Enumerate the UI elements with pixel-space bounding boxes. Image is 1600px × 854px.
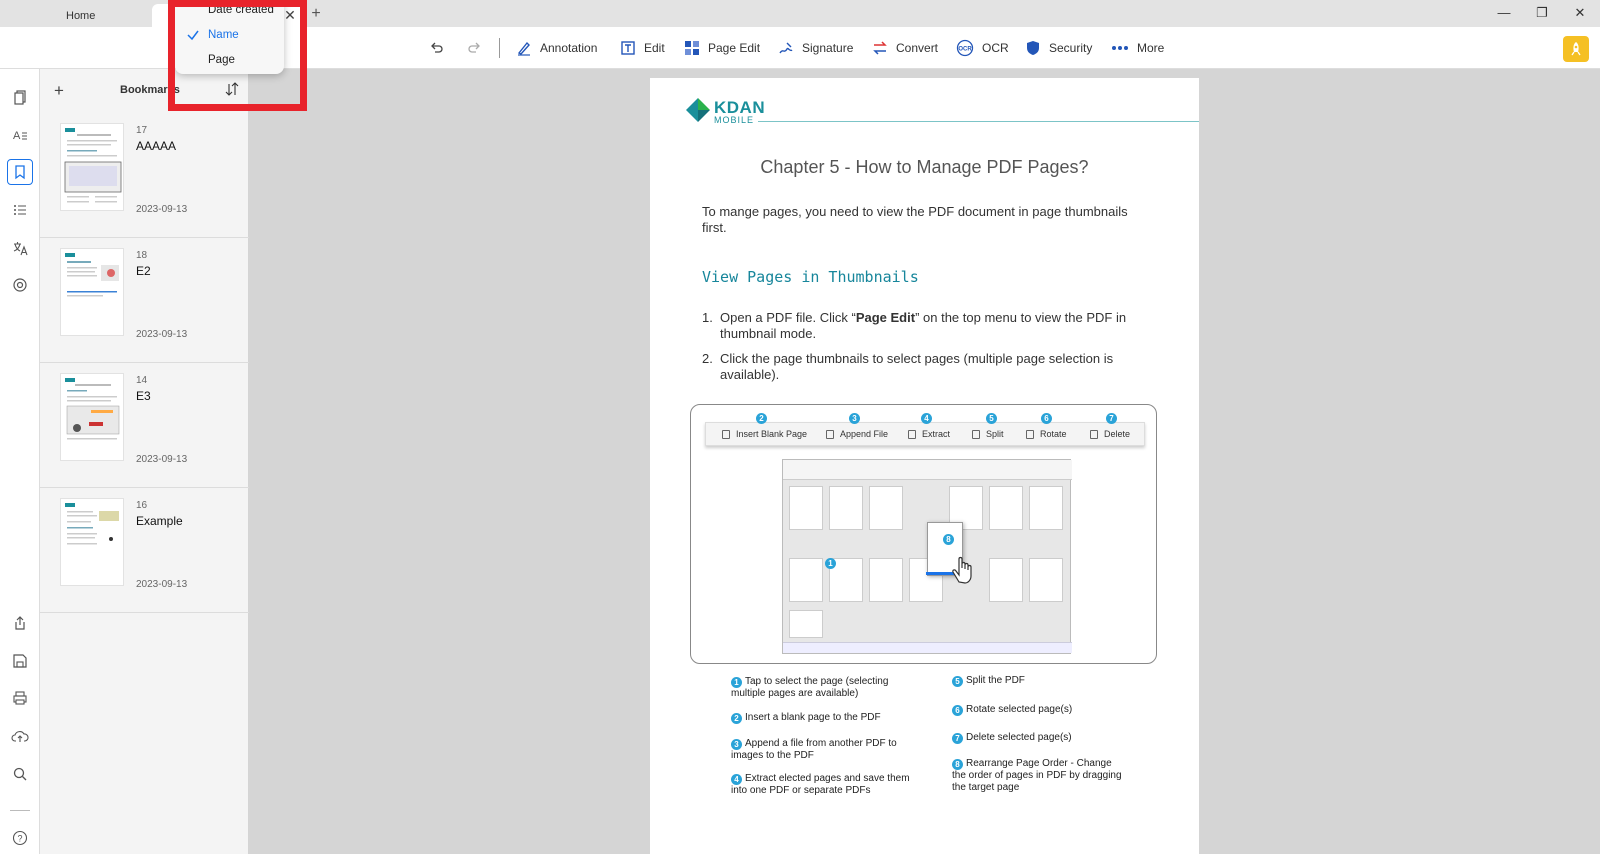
security-shield-icon [1025, 40, 1041, 56]
annotation-pen-icon [516, 40, 532, 56]
more-dots-icon [1111, 40, 1129, 56]
undo-icon [430, 41, 444, 55]
bookmarks-panel-button[interactable] [7, 159, 33, 185]
annotation-button[interactable] [516, 37, 597, 59]
bookmark-page-number: 16 [136, 500, 148, 511]
bookmark-item[interactable] [40, 363, 249, 488]
bookmarks-panel [40, 69, 249, 854]
pages-panel-button[interactable] [7, 84, 33, 110]
signature-icon [778, 40, 794, 56]
bookmark-title: E2 [136, 264, 151, 278]
figure-badge: 5 [986, 413, 997, 424]
share-button[interactable] [7, 610, 33, 636]
figure-badge: 2 [756, 413, 767, 424]
checkmark-icon [186, 28, 200, 42]
step-number: 1. [702, 310, 713, 325]
sort-icon [224, 80, 240, 98]
bookmark-date: 2023-09-13 [136, 329, 188, 340]
logo-main-text: KDAN [714, 98, 766, 117]
figure-badge: 1 [825, 558, 836, 569]
step-number: 2. [702, 351, 713, 366]
figure-badge: 8 [943, 534, 954, 545]
sort-option-page[interactable] [175, 50, 284, 72]
translate-icon [12, 240, 28, 256]
logo-sub-text: MOBILE [714, 115, 755, 125]
figure-tool-item: Delete [1090, 429, 1130, 439]
tab-close-icon[interactable]: ✕ [284, 7, 296, 23]
figure-badge: 3 [849, 413, 860, 424]
ai-icon [12, 277, 28, 293]
edit-text-icon [620, 40, 636, 56]
ai-panel-button[interactable] [7, 272, 33, 298]
left-tool-rail [0, 69, 40, 854]
edit-label: Edit [644, 41, 665, 55]
sort-bookmarks-button[interactable] [224, 80, 240, 98]
cloud-upload-button[interactable] [7, 723, 33, 749]
bookmark-date: 2023-09-13 [136, 204, 188, 215]
kdan-logo-icon [684, 94, 714, 126]
bookmark-date: 2023-09-13 [136, 454, 188, 465]
close-window-icon[interactable]: ✕ [1574, 5, 1586, 20]
bookmark-title: E3 [136, 389, 151, 403]
bookmark-title: Example [136, 514, 183, 528]
tab-home[interactable]: Home [66, 9, 96, 22]
sort-option-label: Date created [208, 4, 274, 16]
help-button[interactable] [7, 825, 33, 851]
page-edit-button[interactable] [684, 37, 760, 59]
minimize-icon[interactable]: — [1497, 5, 1511, 20]
text-search-panel-button[interactable] [7, 122, 33, 148]
legend-item: 4 Extract elected pages and save them into one PDF or separate PDFs [731, 773, 910, 796]
restore-icon[interactable]: ❐ [1536, 5, 1548, 20]
rocket-icon [1568, 41, 1584, 57]
cloud-upload-icon [11, 728, 29, 744]
signature-label: Signature [802, 41, 854, 55]
sort-option-label: Name [208, 29, 239, 41]
legend-item: 7 Delete selected page(s) [952, 732, 1122, 744]
security-label: Security [1049, 41, 1093, 55]
intro-paragraph: To mange pages, you need to view the PDF document in page thumbnails first. [702, 204, 1128, 235]
rail-divider [10, 810, 30, 811]
bookmark-page-number: 14 [136, 375, 148, 386]
svg-text:A: A [13, 130, 21, 142]
outline-list-icon [12, 202, 28, 218]
chapter-title: Chapter 5 - How to Manage PDF Pages? [760, 157, 1089, 177]
more-label: More [1137, 41, 1165, 55]
bookmark-thumbnail [60, 248, 124, 336]
pages-icon [12, 89, 28, 105]
bookmark-thumbnail [60, 373, 124, 461]
print-button[interactable] [7, 685, 33, 711]
print-icon [12, 690, 28, 706]
sort-dropdown-menu [175, 0, 284, 74]
figure-tool-item: Split [972, 429, 1004, 439]
bookmarks-header [40, 69, 249, 113]
step-text: Click the page thumbnails to select pages (multiple page selection is available). [720, 351, 1114, 382]
figure-toolbar [705, 422, 1145, 446]
figure-tool-item: Append File [826, 429, 888, 439]
figure-badge: 6 [1041, 413, 1052, 424]
header-rule [758, 121, 1199, 122]
bookmark-title: AAAAA [136, 139, 177, 153]
legend-item: 5 Split the PDF [952, 675, 1122, 687]
section-heading: View Pages in Thumbnails [702, 268, 919, 286]
save-icon [12, 653, 28, 669]
search-button[interactable] [7, 761, 33, 787]
security-button[interactable] [1025, 37, 1092, 59]
figure-tool-item: Rotate [1026, 429, 1067, 439]
figure-badge: 7 [1106, 413, 1117, 424]
bookmark-thumbnail [60, 123, 124, 211]
figure-tool-item: Insert Blank Page [722, 429, 807, 439]
figure-screenshot [782, 459, 1071, 654]
legend-item: 1 Tap to select the page (selecting multiple pages are available) [731, 676, 889, 699]
undo-button[interactable] [430, 37, 452, 59]
ocr-button[interactable] [956, 37, 1009, 59]
more-button[interactable] [1111, 37, 1164, 59]
sort-option-label: Page [208, 54, 235, 66]
toolbar-divider [499, 38, 500, 58]
new-tab-icon[interactable]: + [311, 5, 321, 22]
bookmark-item[interactable] [40, 238, 249, 363]
save-button[interactable] [7, 648, 33, 674]
sort-option-name[interactable] [175, 25, 284, 47]
redo-icon [467, 41, 481, 55]
svg-text:?: ? [17, 833, 23, 844]
bookmark-item[interactable] [40, 113, 249, 238]
share-icon [12, 615, 28, 631]
outline-panel-button[interactable] [7, 197, 33, 223]
legend-item: 8 Rearrange Page Order - Change the order of pages in PDF by dragging the target page [952, 758, 1122, 793]
step-text: Open a PDF file. Click “Page Edit” on the top menu to view the PDF in thumbnail mode. [720, 310, 1127, 341]
page-edit-figure [690, 404, 1157, 664]
translate-panel-button[interactable] [7, 235, 33, 261]
legend-item: 3 Append a file from another PDF to images to the PDF [731, 738, 897, 761]
bookmark-page-number: 18 [136, 250, 148, 261]
page-edit-label: Page Edit [708, 41, 761, 55]
legend-item: 6 Rotate selected page(s) [952, 704, 1122, 716]
help-icon [12, 830, 28, 846]
search-icon [12, 766, 28, 782]
annotation-label: Annotation [540, 41, 598, 55]
edit-button[interactable] [620, 37, 665, 59]
figure-tool-item: Extract [908, 429, 950, 439]
redo-button[interactable] [467, 37, 489, 59]
kdan-logo [684, 94, 766, 126]
convert-label: Convert [896, 41, 939, 55]
ocr-label: OCR [982, 41, 1009, 55]
add-bookmark-icon[interactable]: + [54, 81, 64, 100]
figure-badge: 4 [921, 413, 932, 424]
convert-arrows-icon [872, 40, 888, 56]
hand-cursor-icon [949, 552, 983, 586]
pdf-page [650, 78, 1199, 854]
bookmark-page-number: 17 [136, 125, 148, 136]
signature-button[interactable] [778, 37, 853, 59]
legend-item: 2 Insert a blank page to the PDF [731, 712, 911, 724]
bookmarks-title: Bookmarks [120, 84, 180, 96]
text-search-icon [12, 127, 28, 143]
bookmark-thumbnail [60, 498, 124, 586]
bookmark-icon [13, 164, 27, 180]
sort-option-date-created[interactable] [175, 0, 284, 22]
page-edit-grid-icon [684, 40, 700, 56]
upgrade-button[interactable] [1563, 36, 1589, 62]
convert-button[interactable] [872, 37, 938, 59]
svg-text:OCR: OCR [958, 46, 972, 53]
bookmark-item[interactable] [40, 488, 249, 613]
figure-taskbar [783, 642, 1072, 653]
bookmark-date: 2023-09-13 [136, 579, 188, 590]
ocr-icon [956, 39, 974, 57]
